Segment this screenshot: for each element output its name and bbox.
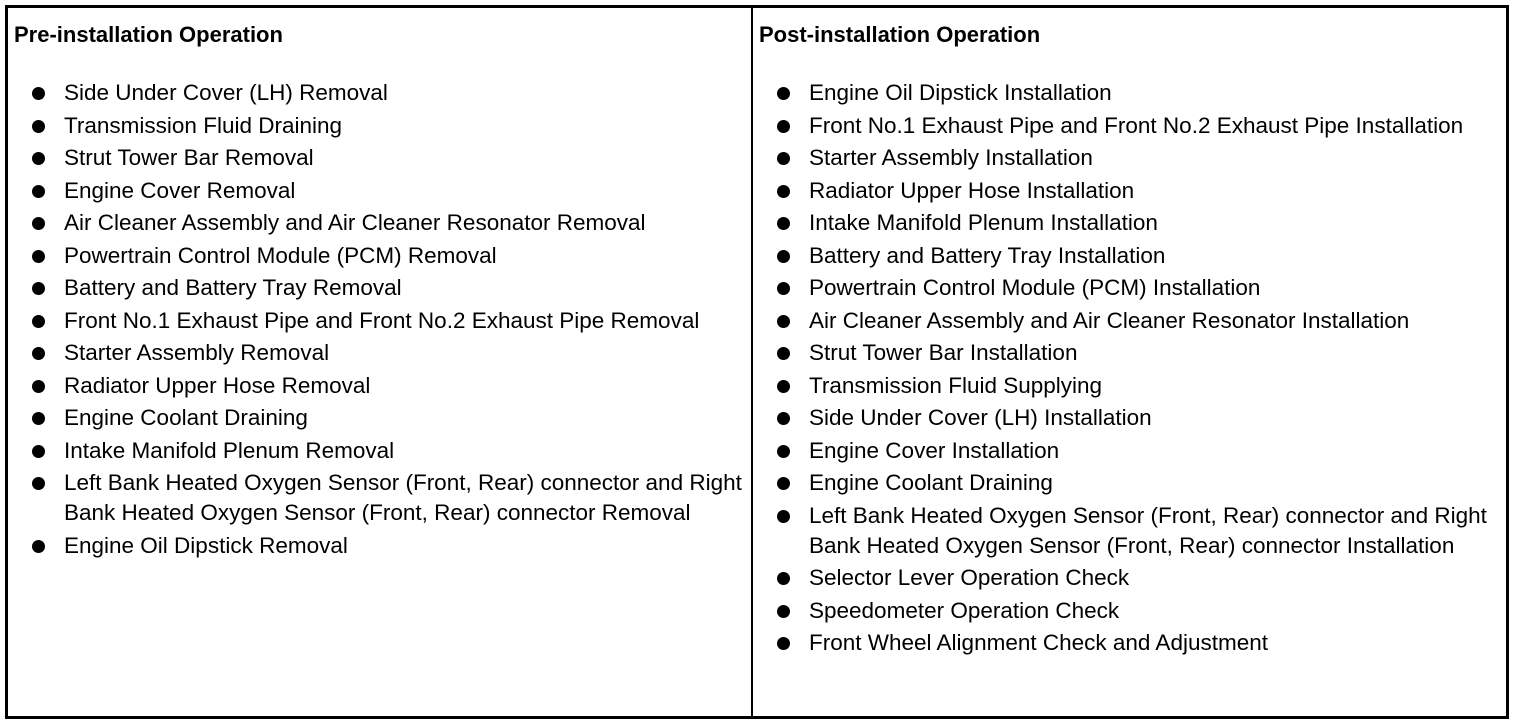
bullet-icon <box>32 250 45 263</box>
bullet-icon <box>777 347 790 360</box>
list-item-text: Powertrain Control Module (PCM) Installation <box>809 275 1261 300</box>
list-item-text: Engine Cover Installation <box>809 437 1060 463</box>
list-item <box>759 241 1506 271</box>
bullet-icon <box>777 477 790 490</box>
list-item <box>14 208 751 238</box>
list-item <box>14 338 751 368</box>
bullet-icon <box>777 315 790 328</box>
bullet-icon <box>32 380 45 393</box>
bullet-icon <box>777 510 790 523</box>
list-item-text: Engine Cover Removal <box>64 177 296 203</box>
bullet-icon <box>32 445 45 458</box>
list-item <box>759 403 1506 433</box>
list-item <box>759 596 1506 626</box>
list-item-text: Speedometer Operation Check <box>809 597 1120 623</box>
bullet-icon <box>32 477 45 490</box>
bullet-icon <box>777 250 790 263</box>
pre-installation-title: Pre-installation Operation <box>14 22 283 47</box>
post-installation-list <box>759 78 1506 658</box>
list-item <box>759 176 1506 206</box>
bullet-icon <box>32 282 45 295</box>
list-item <box>759 143 1506 173</box>
list-item <box>759 111 1506 141</box>
list-item <box>759 501 1506 561</box>
list-item-text: Engine Oil Dipstick Removal <box>64 532 348 558</box>
list-item-text: Radiator Upper Hose Removal <box>64 372 371 398</box>
bullet-icon <box>32 412 45 425</box>
list-item <box>759 563 1506 593</box>
list-item-text: Battery and Battery Tray Removal <box>64 275 402 300</box>
list-item <box>14 241 751 271</box>
list-item-text: Intake Manifold Plenum Installation <box>809 210 1158 235</box>
list-item <box>759 208 1506 238</box>
list-item <box>759 628 1506 658</box>
bullet-icon <box>777 282 790 295</box>
bullet-icon <box>777 185 790 198</box>
post-installation-title: Post-installation Operation <box>759 22 1041 47</box>
list-item <box>14 306 751 336</box>
list-item-text: Left Bank Heated Oxygen Sensor (Front, Rear) connector and Right Bank Heated Oxygen Sensor (Front, Rear) connector Installation <box>809 502 1487 558</box>
post-installation-column <box>753 8 1506 716</box>
bullet-icon <box>777 412 790 425</box>
list-item <box>759 273 1506 303</box>
list-item <box>759 78 1506 108</box>
list-item-text: Strut Tower Bar Installation <box>809 340 1078 365</box>
list-item <box>14 143 751 173</box>
bullet-icon <box>32 315 45 328</box>
bullet-icon <box>777 637 790 650</box>
list-item <box>14 403 751 433</box>
list-item-text: Side Under Cover (LH) Removal <box>64 80 388 105</box>
bullet-icon <box>32 217 45 230</box>
bullet-icon <box>777 380 790 393</box>
bullet-icon <box>32 347 45 360</box>
list-item <box>14 371 751 401</box>
list-item-text: Engine Coolant Draining <box>64 405 308 430</box>
list-item <box>759 371 1506 401</box>
bullet-icon <box>32 120 45 133</box>
bullet-icon <box>32 87 45 100</box>
list-item <box>14 273 751 303</box>
bullet-icon <box>32 540 45 553</box>
operations-table <box>5 5 1509 719</box>
list-item-text: Starter Assembly Removal <box>64 340 330 365</box>
list-item-text: Front Wheel Alignment Check and Adjustment <box>809 630 1268 655</box>
list-item-text: Air Cleaner Assembly and Air Cleaner Resonator Installation <box>809 307 1410 333</box>
list-item <box>14 78 751 108</box>
list-item-text: Radiator Upper Hose Installation <box>809 177 1135 203</box>
list-item-text: Air Cleaner Assembly and Air Cleaner Resonator Removal <box>64 210 646 235</box>
list-item-text: Powertrain Control Module (PCM) Removal <box>64 242 497 268</box>
list-item <box>759 338 1506 368</box>
list-item-text: Selector Lever Operation Check <box>809 565 1130 590</box>
bullet-icon <box>777 87 790 100</box>
list-item <box>759 436 1506 466</box>
list-item <box>14 176 751 206</box>
list-item <box>14 111 751 141</box>
list-item-text: Front No.1 Exhaust Pipe and Front No.2 Exhaust Pipe Removal <box>64 307 700 333</box>
list-item <box>14 531 751 561</box>
bullet-icon <box>32 185 45 198</box>
bullet-icon <box>32 152 45 165</box>
list-item-text: Engine Oil Dipstick Installation <box>809 80 1112 105</box>
list-item-text: Starter Assembly Installation <box>809 145 1093 170</box>
list-item-text: Left Bank Heated Oxygen Sensor (Front, Rear) connector and Right Bank Heated Oxygen Sensor (Front, Rear) connector Removal <box>64 470 742 525</box>
bullet-icon <box>777 572 790 585</box>
list-item-text: Transmission Fluid Supplying <box>809 372 1103 398</box>
bullet-icon <box>777 152 790 165</box>
list-item-text: Engine Coolant Draining <box>809 470 1053 495</box>
list-item <box>14 468 751 528</box>
pre-installation-list <box>14 78 751 561</box>
list-item-text: Side Under Cover (LH) Installation <box>809 405 1152 430</box>
pre-installation-column <box>8 8 753 716</box>
list-item <box>759 468 1506 498</box>
bullet-icon <box>777 605 790 618</box>
bullet-icon <box>777 217 790 230</box>
list-item <box>14 436 751 466</box>
list-item-text: Intake Manifold Plenum Removal <box>64 437 395 463</box>
bullet-icon <box>777 120 790 133</box>
list-item <box>759 306 1506 336</box>
list-item-text: Strut Tower Bar Removal <box>64 145 314 170</box>
list-item-text: Battery and Battery Tray Installation <box>809 242 1166 268</box>
list-item-text: Front No.1 Exhaust Pipe and Front No.2 Exhaust Pipe Installation <box>809 112 1464 138</box>
list-item-text: Transmission Fluid Draining <box>64 112 343 138</box>
bullet-icon <box>777 445 790 458</box>
